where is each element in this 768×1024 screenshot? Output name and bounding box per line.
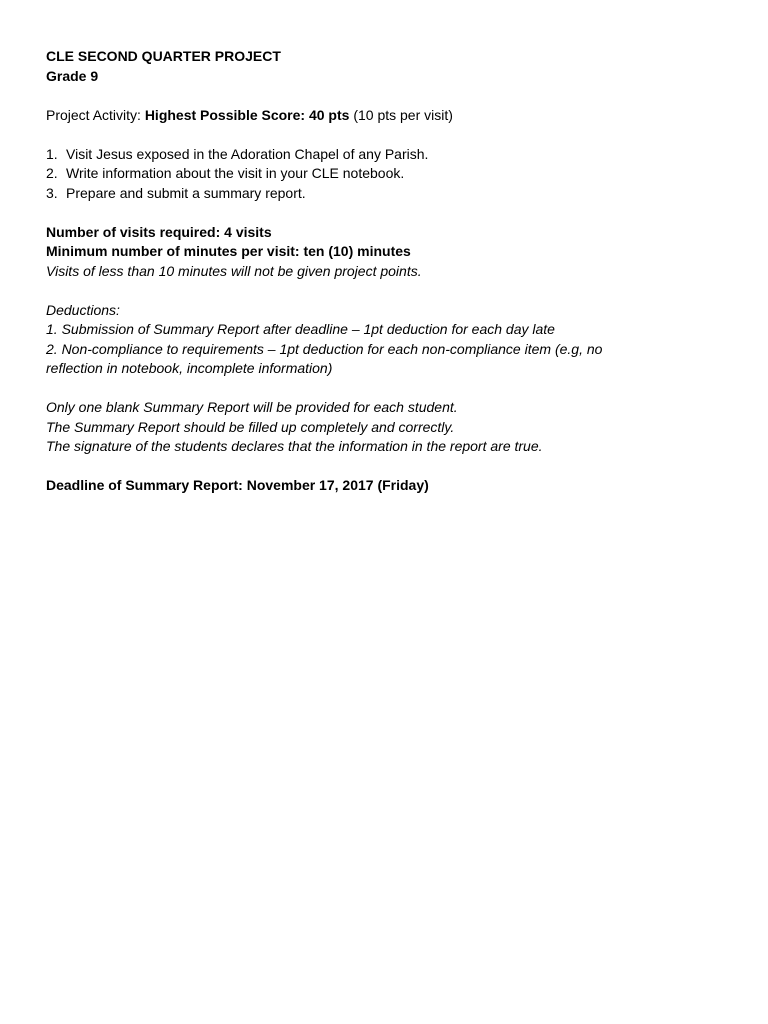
deductions-heading: Deductions: bbox=[46, 301, 120, 318]
summary-note: Only one blank Summary Report will be provided for each student. bbox=[46, 399, 458, 415]
deadline: Deadline of Summary Report: November 17, 2017 (Friday) bbox=[46, 477, 429, 493]
grade-level: Grade 9 bbox=[46, 67, 99, 84]
minutes-note: Visits of less than 10 minutes will not be given project points. bbox=[46, 262, 422, 279]
minimum-minutes: Minimum number of minutes per visit: ten (10) minutes bbox=[46, 243, 411, 259]
document-title: CLE SECOND QUARTER PROJECT bbox=[46, 48, 281, 64]
summary-note: The Summary Report should be filled up completely and correctly. bbox=[46, 418, 455, 435]
steps-list bbox=[46, 145, 726, 204]
document-body bbox=[46, 47, 726, 496]
deduction-item: 2. Non-compliance to requirements – 1pt deduction for each non-compliance item (e.g, no bbox=[46, 340, 603, 357]
list-item bbox=[46, 145, 726, 165]
deduction-item: reflection in notebook, incomplete information) bbox=[46, 360, 333, 376]
points-per-visit-note: (10 pts per visit) bbox=[349, 106, 453, 123]
deduction-item: 1. Submission of Summary Report after deadline – 1pt deduction for each day late bbox=[46, 321, 555, 337]
summary-note: The signature of the students declares that the information in the report are true. bbox=[46, 438, 543, 454]
project-activity-label: Project Activity: bbox=[46, 106, 145, 123]
list-item-text: Prepare and submit a summary report. bbox=[66, 184, 306, 201]
list-item-number: 2. bbox=[46, 165, 58, 181]
list-item bbox=[46, 164, 726, 184]
list-item-text: Write information about the visit in your CLE notebook. bbox=[66, 165, 405, 181]
highest-possible-score: Highest Possible Score: 40 pts bbox=[144, 106, 350, 123]
list-item-text: Visit Jesus exposed in the Adoration Chapel of any Parish. bbox=[66, 145, 429, 162]
visits-required: Number of visits required: 4 visits bbox=[46, 223, 272, 240]
project-activity-line bbox=[46, 106, 726, 126]
list-item-number: 3. bbox=[46, 184, 58, 201]
list-item-number: 1. bbox=[46, 145, 58, 162]
list-item bbox=[46, 184, 726, 204]
